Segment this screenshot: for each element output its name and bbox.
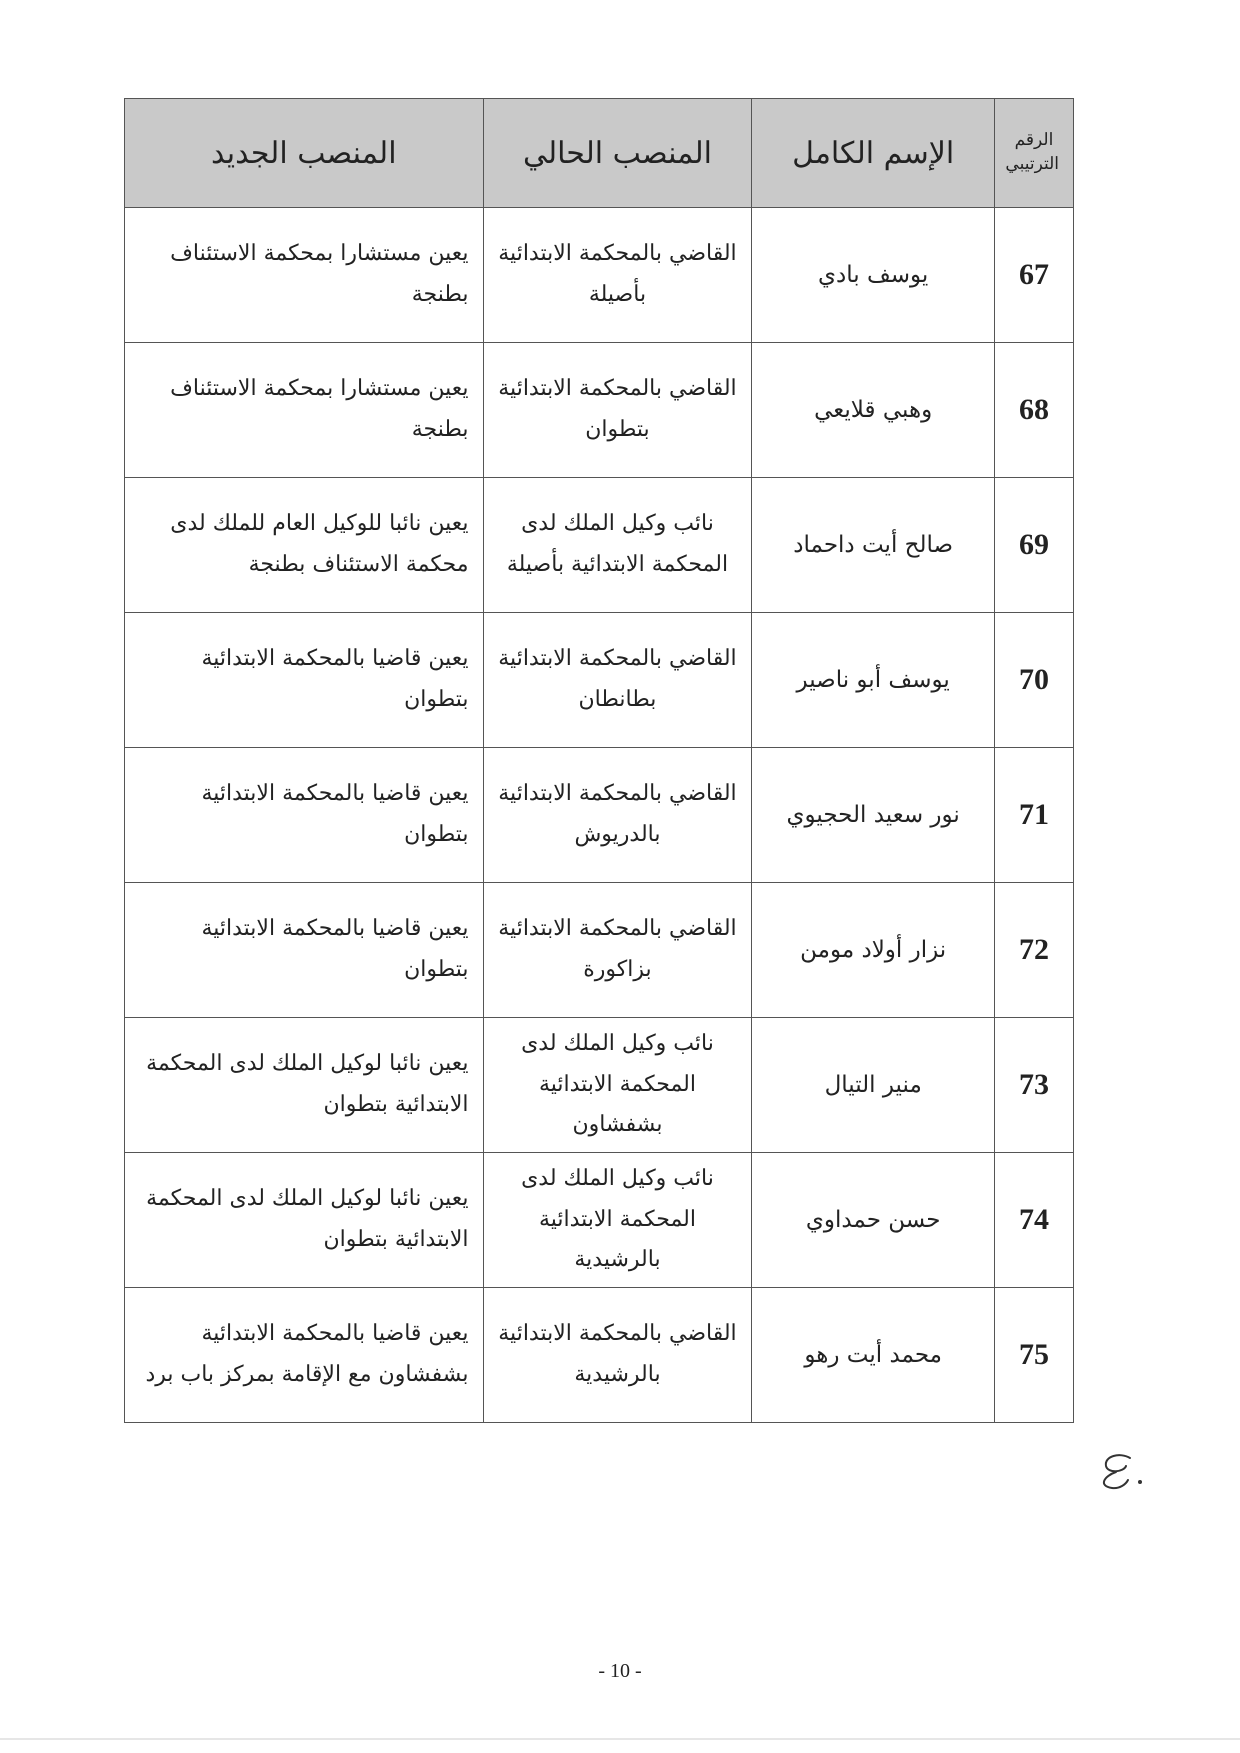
current-position-cell: نائب وكيل الملك لدى المحكمة الابتدائية بشفشاون	[483, 1018, 752, 1153]
appointments-table	[124, 98, 1074, 1423]
page-number: - 10 -	[598, 1660, 642, 1682]
full-name-cell: منير التيال	[752, 1018, 995, 1153]
table-header	[125, 99, 1074, 208]
header-new-position: المنصب الجديد	[125, 99, 484, 208]
current-position-cell: القاضي بالمحكمة الابتدائية بتطوان	[483, 343, 752, 478]
new-position-cell: يعين نائبا لوكيل الملك لدى المحكمة الابتدائية بتطوان	[125, 1018, 484, 1153]
row-number-cell: 70	[994, 613, 1073, 748]
new-position-cell: يعين نائبا لوكيل الملك لدى المحكمة الابتدائية بتطوان	[125, 1153, 484, 1288]
header-current-position: المنصب الحالي	[483, 99, 752, 208]
row-number-cell: 67	[994, 208, 1073, 343]
table-row	[125, 1288, 1074, 1423]
full-name-cell: يوسف بادي	[752, 208, 995, 343]
current-position-cell: القاضي بالمحكمة الابتدائية بزاكورة	[483, 883, 752, 1018]
new-position-cell: يعين قاضيا بالمحكمة الابتدائية بتطوان	[125, 748, 484, 883]
row-number-cell: 71	[994, 748, 1073, 883]
row-number-cell: 73	[994, 1018, 1073, 1153]
header-number: الرقم الترتيبي	[994, 99, 1073, 208]
full-name-cell: محمد أيت رهو	[752, 1288, 995, 1423]
row-number-cell: 72	[994, 883, 1073, 1018]
table-body	[125, 208, 1074, 1423]
current-position-cell: القاضي بالمحكمة الابتدائية بأصيلة	[483, 208, 752, 343]
full-name-cell: يوسف أبو ناصير	[752, 613, 995, 748]
header-full-name: الإسم الكامل	[752, 99, 995, 208]
current-position-cell: نائب وكيل الملك لدى المحكمة الابتدائية بالرشيدية	[483, 1153, 752, 1288]
new-position-cell: يعين مستشارا بمحكمة الاستئناف بطنجة	[125, 343, 484, 478]
table-row	[125, 208, 1074, 343]
full-name-cell: حسن حمداوي	[752, 1153, 995, 1288]
table-row	[125, 883, 1074, 1018]
bottom-rule	[0, 1738, 1240, 1740]
new-position-cell: يعين قاضيا بالمحكمة الابتدائية بتطوان	[125, 883, 484, 1018]
new-position-cell: يعين قاضيا بالمحكمة الابتدائية بتطوان	[125, 613, 484, 748]
current-position-cell: القاضي بالمحكمة الابتدائية بالرشيدية	[483, 1288, 752, 1423]
new-position-cell: يعين مستشارا بمحكمة الاستئناف بطنجة	[125, 208, 484, 343]
table-row	[125, 1153, 1074, 1288]
handwritten-initials-mark	[1090, 1448, 1150, 1496]
table-row	[125, 478, 1074, 613]
new-position-cell: يعين قاضيا بالمحكمة الابتدائية بشفشاون مع الإقامة بمركز باب برد	[125, 1288, 484, 1423]
table-row	[125, 748, 1074, 883]
table-row	[125, 1018, 1074, 1153]
full-name-cell: وهبي قلايعي	[752, 343, 995, 478]
full-name-cell: صالح أيت داحماد	[752, 478, 995, 613]
current-position-cell: القاضي بالمحكمة الابتدائية بالدريوش	[483, 748, 752, 883]
table-row	[125, 343, 1074, 478]
full-name-cell: نور سعيد الحجيوي	[752, 748, 995, 883]
full-name-cell: نزار أولاد مومن	[752, 883, 995, 1018]
new-position-cell: يعين نائبا للوكيل العام للملك لدى محكمة الاستئناف بطنجة	[125, 478, 484, 613]
current-position-cell: نائب وكيل الملك لدى المحكمة الابتدائية بأصيلة	[483, 478, 752, 613]
row-number-cell: 68	[994, 343, 1073, 478]
current-position-cell: القاضي بالمحكمة الابتدائية بطانطان	[483, 613, 752, 748]
row-number-cell: 69	[994, 478, 1073, 613]
row-number-cell: 75	[994, 1288, 1073, 1423]
row-number-cell: 74	[994, 1153, 1073, 1288]
table-row	[125, 613, 1074, 748]
header-row	[125, 99, 1074, 208]
